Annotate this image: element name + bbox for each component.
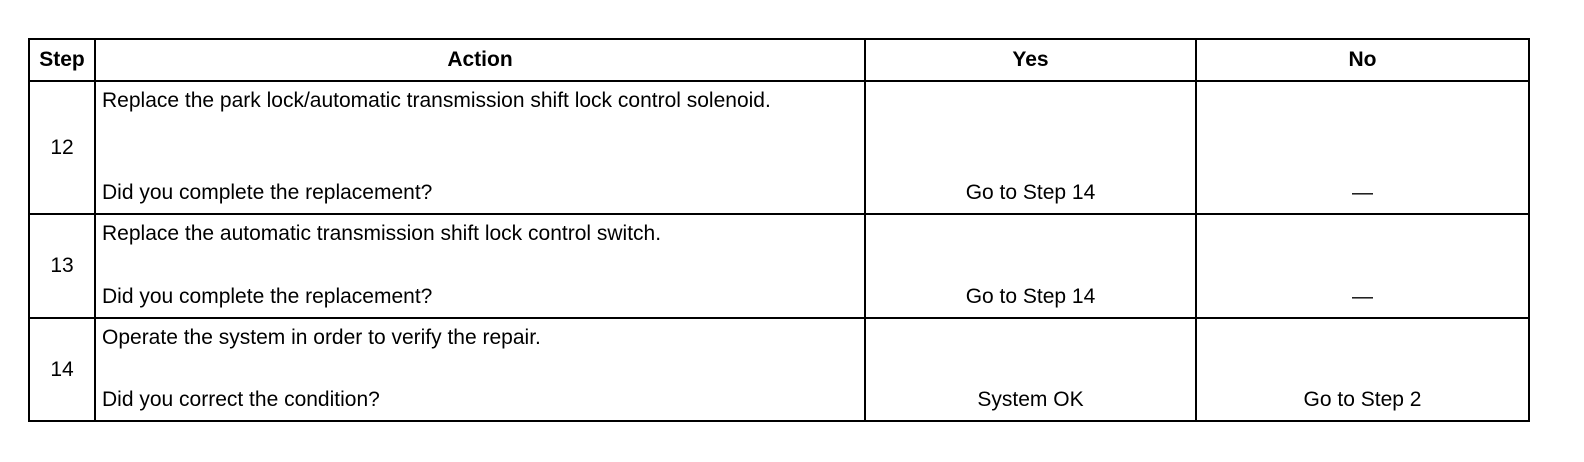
- yes-result: Go to Step 14: [865, 81, 1196, 214]
- table-row: [29, 318, 1529, 421]
- yes-result: System OK: [865, 318, 1196, 421]
- diagnostic-table: [28, 38, 1530, 422]
- step-number: 13: [29, 214, 95, 318]
- header-yes: Yes: [865, 39, 1196, 81]
- action-cell: [95, 214, 865, 318]
- yes-result: Go to Step 14: [865, 214, 1196, 318]
- header-row: [29, 39, 1529, 81]
- table-row: [29, 214, 1529, 318]
- action-instruction: Replace the automatic transmission shift lock control switch.: [102, 222, 662, 245]
- action-cell: [95, 81, 865, 214]
- no-result: —: [1196, 214, 1529, 318]
- header-no: No: [1196, 39, 1529, 81]
- action-question: Did you complete the replacement?: [102, 181, 433, 204]
- no-result: Go to Step 2: [1196, 318, 1529, 421]
- no-result: —: [1196, 81, 1529, 214]
- step-number: 14: [29, 318, 95, 421]
- header-step: Step: [29, 39, 95, 81]
- action-question: Did you correct the condition?: [102, 388, 380, 411]
- action-instruction: Operate the system in order to verify the repair.: [102, 326, 541, 349]
- table-row: [29, 81, 1529, 214]
- action-instruction: Replace the park lock/automatic transmission shift lock control solenoid.: [102, 89, 771, 112]
- step-number: 12: [29, 81, 95, 214]
- action-question: Did you complete the replacement?: [102, 285, 433, 308]
- header-action: Action: [95, 39, 865, 81]
- action-cell: [95, 318, 865, 421]
